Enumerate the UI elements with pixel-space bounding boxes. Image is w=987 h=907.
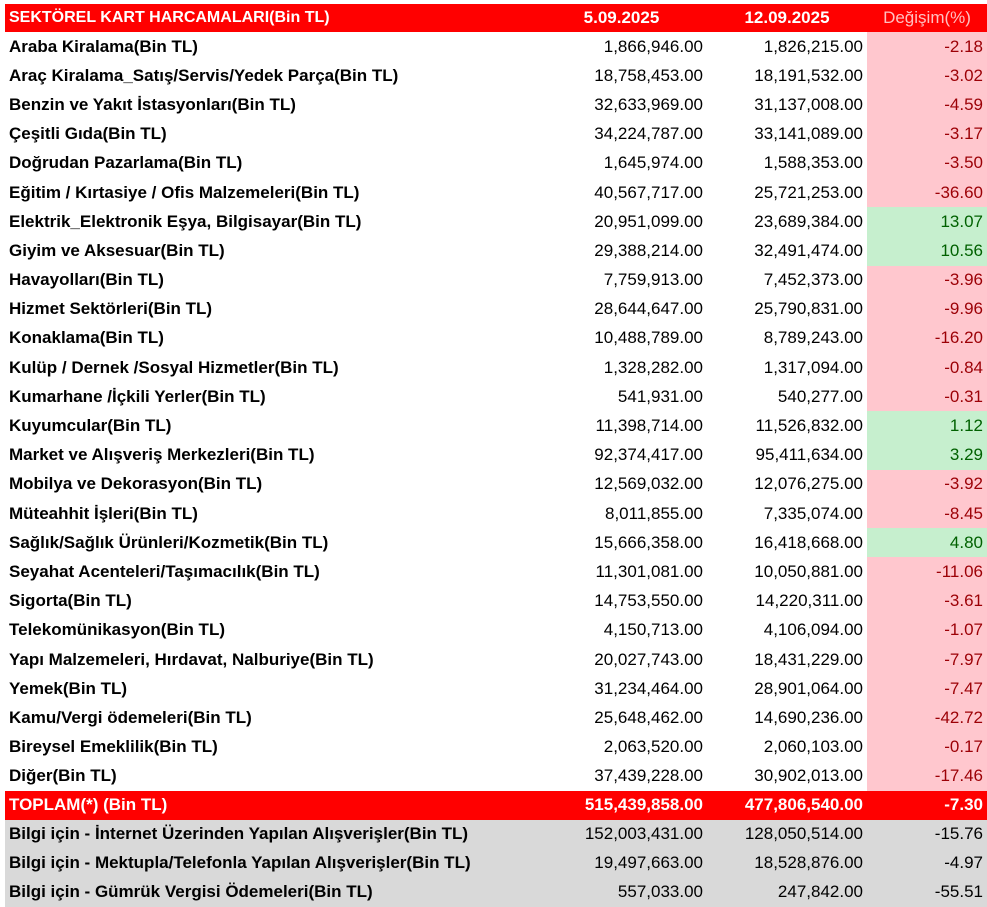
change-percent-cell: -3.96 xyxy=(867,266,987,295)
value-cell-date-2: 247,842.00 xyxy=(707,878,867,907)
value-cell-date-1: 14,753,550.00 xyxy=(594,591,703,611)
table-row xyxy=(5,295,987,324)
value-cell-date-1: 2,063,520.00 xyxy=(603,737,703,757)
table-row xyxy=(5,674,987,703)
sector-name-cell: Bilgi için - Gümrük Vergisi Ödemeleri(Bin TL) xyxy=(5,878,536,907)
change-percent-cell: -3.17 xyxy=(867,120,987,149)
value-cell-date-1: 29,388,214.00 xyxy=(594,240,703,260)
sector-name-cell: Benzin ve Yakıt İstasyonları(Bin TL) xyxy=(9,94,296,114)
value-cell-date-1: 152,003,431.00 xyxy=(536,820,707,849)
value-cell-date-2: 12,076,275.00 xyxy=(754,474,863,494)
table-row xyxy=(5,149,987,178)
sector-name-cell: Araç Kiralama_Satış/Servis/Yedek Parça(Bin TL) xyxy=(9,65,399,85)
value-cell-date-2: 11,526,832.00 xyxy=(755,416,863,436)
header-row xyxy=(5,4,987,32)
sector-name-cell: Diğer(Bin TL) xyxy=(9,766,117,786)
sector-name-cell: Giyim ve Aksesuar(Bin TL) xyxy=(9,240,225,260)
sector-name-cell: Sigorta(Bin TL) xyxy=(9,591,132,611)
sector-name-cell: Bilgi için - Mektupla/Telefonla Yapılan Alışverişler(Bin TL) xyxy=(5,849,536,878)
table-row xyxy=(5,645,987,674)
change-percent-cell: 13.07 xyxy=(867,207,987,236)
table-row xyxy=(5,616,987,645)
value-cell-date-1: 11,398,714.00 xyxy=(595,416,703,436)
value-cell-date-1: 28,644,647.00 xyxy=(594,299,703,319)
value-cell-date-2: 540,277.00 xyxy=(777,386,863,406)
value-cell-date-1: 8,011,855.00 xyxy=(605,503,703,523)
change-percent-cell: 1.12 xyxy=(867,411,987,440)
sector-name-cell: Bireysel Emeklilik(Bin TL) xyxy=(9,737,218,757)
value-cell-date-2: 32,491,474.00 xyxy=(754,240,863,260)
info-row xyxy=(5,878,987,907)
value-cell-date-2: 1,588,353.00 xyxy=(763,153,863,173)
table-row xyxy=(5,441,987,470)
table-row xyxy=(5,703,987,732)
table-row xyxy=(5,353,987,382)
sector-name-cell: Havayolları(Bin TL) xyxy=(9,270,164,290)
info-row xyxy=(5,849,987,878)
change-percent-cell: -9.96 xyxy=(867,295,987,324)
value-cell-date-2: 8,789,243.00 xyxy=(763,328,863,348)
value-cell-date-1: 541,931.00 xyxy=(617,386,703,406)
value-cell-date-2: 1,826,215.00 xyxy=(763,36,863,56)
value-cell-date-2: 7,452,373.00 xyxy=(763,270,863,290)
change-percent-cell: -16.20 xyxy=(867,324,987,353)
change-percent-cell: -3.02 xyxy=(867,61,987,90)
change-percent-cell: -11.06 xyxy=(867,557,987,586)
sector-name-cell: Kamu/Vergi ödemeleri(Bin TL) xyxy=(9,707,252,727)
column-header-change: Değişim(%) xyxy=(867,4,987,32)
change-percent-cell: -36.60 xyxy=(867,178,987,207)
table-body xyxy=(5,4,987,907)
change-percent-cell: -3.92 xyxy=(867,470,987,499)
sector-name-cell: Telekomünikasyon(Bin TL) xyxy=(9,620,225,640)
change-percent-cell: -8.45 xyxy=(867,499,987,528)
change-percent-cell: -2.18 xyxy=(867,32,987,61)
total-row xyxy=(5,791,987,820)
value-cell-date-2: 33,141,089.00 xyxy=(754,124,863,144)
table-row xyxy=(5,324,987,353)
table-row xyxy=(5,236,987,265)
value-cell-date-1: 32,633,969.00 xyxy=(594,94,703,114)
sector-name-cell: Bilgi için - İnternet Üzerinden Yapılan Alışverişler(Bin TL) xyxy=(5,820,536,849)
value-cell-date-2: 30,902,013.00 xyxy=(754,766,863,786)
value-cell-date-1: 19,497,663.00 xyxy=(536,849,707,878)
value-cell-date-1: 1,866,946.00 xyxy=(603,36,703,56)
table-row xyxy=(5,733,987,762)
value-cell-date-2: 18,191,532.00 xyxy=(754,65,863,85)
value-cell-date-1: 1,328,282.00 xyxy=(603,357,703,377)
sector-name-cell: Elektrik_Elektronik Eşya, Bilgisayar(Bin TL) xyxy=(9,211,362,231)
value-cell-date-2: 95,411,634.00 xyxy=(755,445,863,465)
value-cell-date-2: 477,806,540.00 xyxy=(707,791,867,820)
table-row xyxy=(5,499,987,528)
value-cell-date-2: 23,689,384.00 xyxy=(754,211,863,231)
sector-name-cell: Müteahhit İşleri(Bin TL) xyxy=(9,503,198,523)
value-cell-date-1: 37,439,228.00 xyxy=(594,766,703,786)
sector-name-cell: Yemek(Bin TL) xyxy=(9,678,128,698)
table-row xyxy=(5,411,987,440)
sector-name-cell: Doğrudan Pazarlama(Bin TL) xyxy=(9,153,243,173)
value-cell-date-1: 40,567,717.00 xyxy=(594,182,703,202)
value-cell-date-2: 128,050,514.00 xyxy=(707,820,867,849)
change-percent-cell: 10.56 xyxy=(867,236,987,265)
sector-name-cell: Eğitim / Kırtasiye / Ofis Malzemeleri(Bin TL) xyxy=(9,182,360,202)
table-row xyxy=(5,120,987,149)
sector-name-cell: Kumarhane /İçkili Yerler(Bin TL) xyxy=(9,386,266,406)
sector-name-cell: Çeşitli Gıda(Bin TL) xyxy=(9,124,167,144)
table-title: SEKTÖREL KART HARCAMALARI(Bin TL) xyxy=(5,4,536,32)
info-row xyxy=(5,820,987,849)
table-row xyxy=(5,32,987,61)
change-percent-cell: 4.80 xyxy=(867,528,987,557)
value-cell-date-1: 18,758,453.00 xyxy=(594,65,703,85)
change-percent-cell: 3.29 xyxy=(867,441,987,470)
change-percent-cell: -55.51 xyxy=(867,878,987,907)
change-percent-cell: -7.47 xyxy=(867,674,987,703)
value-cell-date-2: 2,060,103.00 xyxy=(763,737,863,757)
value-cell-date-2: 4,106,094.00 xyxy=(763,620,863,640)
sector-name-cell: Konaklama(Bin TL) xyxy=(9,328,164,348)
value-cell-date-2: 28,901,064.00 xyxy=(754,678,863,698)
value-cell-date-2: 16,418,668.00 xyxy=(754,532,863,552)
change-percent-cell: -1.07 xyxy=(867,616,987,645)
sector-name-cell: Kuyumcular(Bin TL) xyxy=(9,416,172,436)
table-row xyxy=(5,587,987,616)
sector-name-cell: Kulüp / Dernek /Sosyal Hizmetler(Bin TL) xyxy=(9,357,339,377)
value-cell-date-1: 34,224,787.00 xyxy=(594,124,703,144)
change-percent-cell: -3.61 xyxy=(867,587,987,616)
change-percent-cell: -0.17 xyxy=(867,733,987,762)
value-cell-date-1: 31,234,464.00 xyxy=(594,678,703,698)
value-cell-date-2: 10,050,881.00 xyxy=(754,561,863,581)
value-cell-date-2: 1,317,094.00 xyxy=(763,357,863,377)
sector-name-cell: Yapı Malzemeleri, Hırdavat, Nalburiye(Bin TL) xyxy=(9,649,374,669)
value-cell-date-2: 25,790,831.00 xyxy=(754,299,863,319)
value-cell-date-1: 12,569,032.00 xyxy=(594,474,703,494)
table-row xyxy=(5,557,987,586)
sector-name-cell: Market ve Alışveriş Merkezleri(Bin TL) xyxy=(9,445,315,465)
value-cell-date-2: 18,528,876.00 xyxy=(707,849,867,878)
value-cell-date-2: 14,690,236.00 xyxy=(754,707,863,727)
change-percent-cell: -0.84 xyxy=(867,353,987,382)
value-cell-date-2: 31,137,008.00 xyxy=(754,94,863,114)
column-header-date-2: 12.09.2025 xyxy=(707,4,867,32)
value-cell-date-1: 7,759,913.00 xyxy=(603,270,703,290)
table-row xyxy=(5,266,987,295)
change-percent-cell: -4.59 xyxy=(867,90,987,119)
value-cell-date-1: 4,150,713.00 xyxy=(603,620,703,640)
table-row xyxy=(5,470,987,499)
value-cell-date-2: 18,431,229.00 xyxy=(754,649,863,669)
value-cell-date-2: 7,335,074.00 xyxy=(763,503,863,523)
table-row xyxy=(5,528,987,557)
change-percent-cell: -17.46 xyxy=(867,762,987,791)
value-cell-date-1: 1,645,974.00 xyxy=(603,153,703,173)
value-cell-date-1: 20,027,743.00 xyxy=(594,649,703,669)
table-row xyxy=(5,61,987,90)
value-cell-date-1: 92,374,417.00 xyxy=(594,445,703,465)
table-row xyxy=(5,90,987,119)
sector-name-cell: Hizmet Sektörleri(Bin TL) xyxy=(9,299,213,319)
sector-name-cell: Mobilya ve Dekorasyon(Bin TL) xyxy=(9,474,263,494)
value-cell-date-1: 20,951,099.00 xyxy=(594,211,703,231)
change-percent-cell: -15.76 xyxy=(867,820,987,849)
column-header-date-1: 5.09.2025 xyxy=(536,4,707,32)
value-cell-date-1: 25,648,462.00 xyxy=(594,707,703,727)
table-row xyxy=(5,762,987,791)
change-percent-cell: -7.97 xyxy=(867,645,987,674)
change-percent-cell: -4.97 xyxy=(867,849,987,878)
value-cell-date-2: 14,220,311.00 xyxy=(755,591,863,611)
table-row xyxy=(5,382,987,411)
sector-name-cell: Araba Kiralama(Bin TL) xyxy=(9,36,198,56)
sector-name-cell: Sağlık/Sağlık Ürünleri/Kozmetik(Bin TL) xyxy=(9,532,329,552)
sector-name-cell: Seyahat Acenteleri/Taşımacılık(Bin TL) xyxy=(9,561,320,581)
table-row xyxy=(5,207,987,236)
value-cell-date-1: 515,439,858.00 xyxy=(536,791,707,820)
change-percent-cell: -3.50 xyxy=(867,149,987,178)
sector-name-cell: TOPLAM(*) (Bin TL) xyxy=(5,791,536,820)
value-cell-date-1: 557,033.00 xyxy=(536,878,707,907)
value-cell-date-2: 25,721,253.00 xyxy=(754,182,863,202)
sector-card-spending-table xyxy=(5,4,987,907)
value-cell-date-1: 11,301,081.00 xyxy=(595,561,703,581)
value-cell-date-1: 10,488,789.00 xyxy=(594,328,703,348)
change-percent-cell: -42.72 xyxy=(867,703,987,732)
table-row xyxy=(5,178,987,207)
value-cell-date-1: 15,666,358.00 xyxy=(594,532,703,552)
change-percent-cell: -0.31 xyxy=(867,382,987,411)
change-percent-cell: -7.30 xyxy=(867,791,987,820)
